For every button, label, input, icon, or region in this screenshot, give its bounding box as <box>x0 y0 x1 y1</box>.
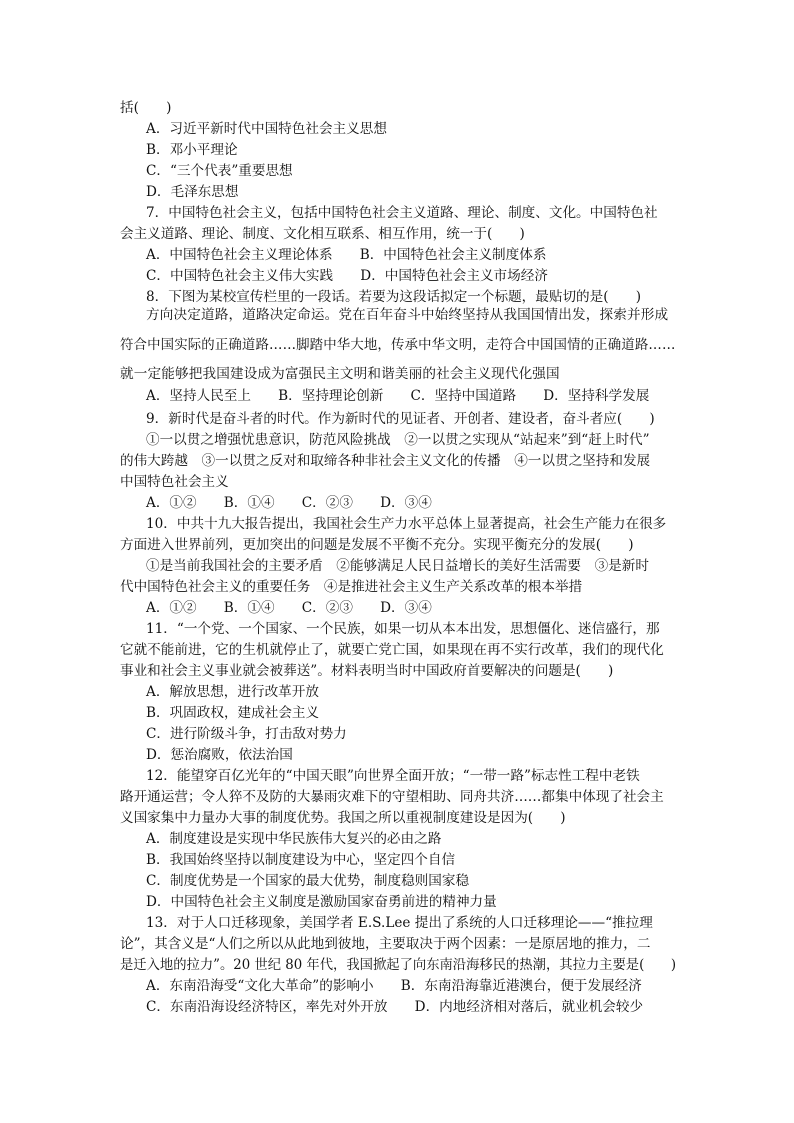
question-7-stem: 7．中国特色社会主义，包括中国特色社会主义道路、理论、制度、文化。中国特色社 <box>146 205 658 221</box>
question-12-stem-cont-1: 路开通运营；令人猝不及防的大暴雨灾难下的守望相助、同舟共济……都集中体现了社会主 <box>120 789 664 805</box>
question-11-stem-cont-1: 它就不能前进，它的生机就停止了，就要亡党亡国，如果现在再不实行改革，我们的现代化 <box>120 642 664 658</box>
question-13-stem-cont-1: 论”，其含义是“人们之所以从此地到彼地，主要取决于两个因素：一是原居地的推力，二 <box>120 936 651 952</box>
question-9-item-line-1: ①一以贯之增强忧患意识，防范风险挑战 ②一以贯之实现从“站起来”到“赶上时代” <box>146 432 650 448</box>
question-13-stem-cont-2: 是迁入地的拉力”。20 世纪 80 年代，我国掀起了向东南沿海移民的热潮，其拉力主要是( ) <box>120 957 677 973</box>
text-line: 括( ) <box>120 100 172 116</box>
question-9-item-line-2: 的伟大跨越 ③一以贯之反对和取缔各种非社会主义文化的传播 ④一以贯之坚持和发展 <box>120 453 651 469</box>
question-10-options: A．①② B．①④ C．②③ D．③④ <box>146 600 432 616</box>
option-b: B．巩固政权，建成社会主义 <box>146 705 320 721</box>
option-c: C．进行阶级斗争，打击敌对势力 <box>146 726 347 742</box>
option-b: B．我国始终坚持以制度建设为中心，坚定四个自信 <box>146 852 456 868</box>
question-10-item-line-1: ①是当前我国社会的主要矛盾 ②能够满足人民日益增长的美好生活需要 ③是新时 <box>146 558 649 574</box>
question-13-options-ab: A．东南沿海受“文化大革命”的影响小 B．东南沿海靠近港澳台，便于发展经济 <box>146 978 642 994</box>
question-7-options-cd: C．中国特色社会主义伟大实践 D．中国特色社会主义市场经济 <box>146 268 548 284</box>
option-d: D．惩治腐败，依法治国 <box>146 747 293 763</box>
option-a: A．习近平新时代中国特色社会主义思想 <box>146 121 387 137</box>
question-10-item-line-2: 代中国特色社会主义的重要任务 ④是推进社会主义生产关系改革的根本举措 <box>120 579 583 595</box>
passage-line-3: 就一定能够把我国建设成为富强民主文明和谐美丽的社会主义现代化强国 <box>120 366 560 382</box>
question-9-stem: 9．新时代是奋斗者的时代。作为新时代的见证者、开创者、建设者，奋斗者应( ) <box>146 411 655 427</box>
passage-line-1: 方向决定道路，道路决定命运。党在百年奋斗中始终坚持从我国国情出发，探索并形成 <box>146 307 669 323</box>
question-12-stem: 12．能望穿百亿光年的“中国天眼”向世界全面开放；“一带一路”标志性工程中老铁 <box>146 768 640 784</box>
question-7-options-ab: A．中国特色社会主义理论体系 B．中国特色社会主义制度体系 <box>146 247 547 263</box>
question-11-stem-cont-2: 事业和社会主义事业就会被葬送”。材料表明当时中国政府首要解决的问题是( ) <box>120 663 614 679</box>
question-7-stem-cont: 会主义道路、理论、制度、文化相互联系、相互作用，统一于( ) <box>120 226 525 242</box>
passage-line-2: 符合中国实际的正确道路……脚踏中华大地，传承中华文明，走符合中国国情的正确道路…… <box>120 337 676 353</box>
option-d: D．中国特色社会主义制度是激励国家奋勇前进的精神力量 <box>146 894 497 910</box>
question-10-stem: 10．中共十九大报告提出，我国社会生产力水平总体上显著提高，社会生产能力在很多 <box>146 516 667 532</box>
option-b: B．邓小平理论 <box>146 142 238 158</box>
option-a: A．解放思想，进行改革开放 <box>146 684 319 700</box>
question-10-stem-cont: 方面进入世界前列，更加突出的问题是发展不平衡不充分。实现平衡充分的发展( ) <box>120 537 634 553</box>
question-9-item-line-3: 中国特色社会主义 <box>120 474 229 490</box>
question-13-stem: 13．对于人口迁移现象，美国学者 E.S.Lee 提出了系统的人口迁移理论——“推拉理 <box>146 915 653 931</box>
question-11-stem: 11．“一个党、一个国家、一个民族，如果一切从本本出发，思想僵化、迷信盛行，那 <box>146 621 660 637</box>
option-c: C．制度优势是一个国家的最大优势，制度稳则国家稳 <box>146 873 470 889</box>
option-a: A．制度建设是实现中华民族伟大复兴的必由之路 <box>146 831 442 847</box>
question-9-options: A．①② B．①④ C．②③ D．③④ <box>146 495 432 511</box>
option-c: C．“三个代表”重要思想 <box>146 163 293 179</box>
question-13-options-cd: C．东南沿海设经济特区，率先对外开放 D．内地经济相对落后，就业机会较少 <box>146 999 644 1015</box>
question-8-stem: 8．下图为某校宣传栏里的一段话。若要为这段话拟定一个标题，最贴切的是( ) <box>146 289 642 305</box>
question-8-options: A．坚持人民至上 B．坚持理论创新 C．坚持中国道路 D．坚持科学发展 <box>146 388 650 404</box>
option-d: D．毛泽东思想 <box>146 184 239 200</box>
question-12-stem-cont-2: 义国家集中力量办大事的制度优势。我国之所以重视制度建设是因为( ) <box>120 810 566 826</box>
